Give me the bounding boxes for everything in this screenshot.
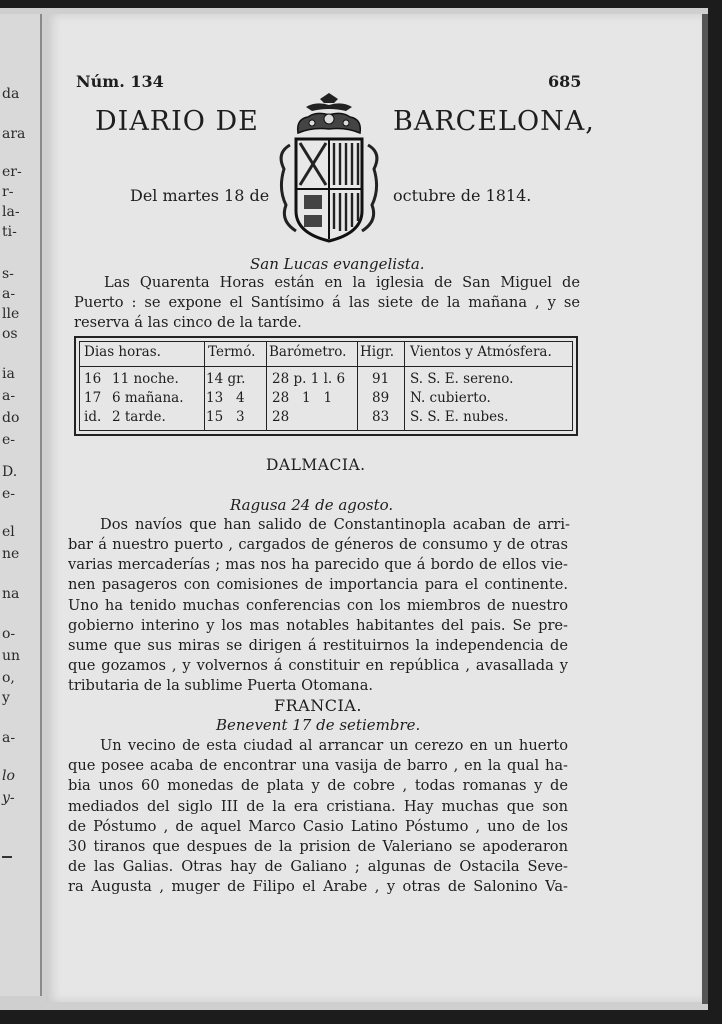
- article-line: ra Augusta , muger de Filipo el Arabe , y otras de Salonino Va-: [68, 878, 568, 895]
- margin-rule: [2, 856, 12, 858]
- margin-fragment: s-: [2, 266, 14, 282]
- article-line: Dos navíos que han salido de Constantinopla acaban de arri-: [100, 516, 570, 533]
- margin-fragment: a-: [2, 286, 16, 302]
- table-header: Dias horas.: [84, 344, 161, 360]
- table-cell: 13 4: [206, 390, 245, 406]
- page-number: 685: [548, 72, 582, 91]
- section-heading-francia: FRANCIA.: [274, 696, 362, 715]
- table-cell: 91: [372, 371, 390, 387]
- article-line: bar á nuestro puerto , cargados de géneros de consumo y de otras: [68, 536, 568, 553]
- margin-fragment: a-: [2, 388, 16, 404]
- table-cell: 14 gr.: [206, 371, 246, 387]
- issue-number: Núm. 134: [76, 72, 164, 91]
- table-cell: 17: [84, 390, 102, 406]
- table-cell: 83: [372, 409, 390, 425]
- table-header: Termó.: [208, 344, 256, 360]
- margin-fragment: os: [2, 326, 18, 342]
- margin-fragment: D.: [2, 464, 18, 480]
- article-line: mediados del siglo III de la era cristiana. Hay muchas que son: [68, 798, 568, 815]
- margin-fragment: e-: [2, 486, 16, 502]
- page-edge: [702, 14, 708, 1004]
- left-page-margin: [0, 14, 42, 996]
- table-cell: 15 3: [206, 409, 245, 425]
- date-right: octubre de 1814.: [393, 186, 532, 205]
- table-cell: 11 noche.: [112, 371, 179, 387]
- margin-fragment: e-: [2, 432, 16, 448]
- table-cell: 6 mañana.: [112, 390, 184, 406]
- article-line: varias mercaderías ; mas nos ha parecido que á bordo de ellos vie-: [68, 556, 568, 573]
- margin-fragment: ti-: [2, 224, 17, 240]
- article-line: que gozamos , y volvernos á constituir en república , avasallada y: [68, 657, 568, 674]
- margin-fragment: ia: [2, 366, 15, 382]
- table-header: Vientos y Atmósfera.: [410, 344, 552, 360]
- article-line: 30 tiranos que despues de la prision de Valeriano se apoderaron: [68, 838, 568, 855]
- article-line: de las Galias. Otras hay de Galiano ; algunas de Ostacila Seve-: [68, 858, 568, 875]
- dateline-benevent: Benevent 17 de setiembre.: [216, 716, 421, 734]
- margin-fragment: la-: [2, 204, 20, 220]
- table-cell: 2 tarde.: [112, 409, 166, 425]
- margin-fragment: ne: [2, 546, 20, 562]
- table-cell: 28: [272, 409, 290, 425]
- margin-fragment: na: [2, 586, 20, 602]
- table-header: Barómetro.: [269, 344, 347, 360]
- table-cell: N. cubierto.: [410, 390, 491, 406]
- article-line: de Póstumo , de aquel Marco Casio Latino Póstumo , uno de los: [68, 818, 568, 835]
- weather-table: [74, 336, 578, 436]
- table-cell: id.: [84, 409, 102, 425]
- margin-fragment: a-: [2, 730, 16, 746]
- table-cell: S. S. E. nubes.: [410, 409, 509, 425]
- table-cell: 89: [372, 390, 390, 406]
- table-cell: 28 p. 1 l. 6: [272, 371, 346, 387]
- table-cell: 28 1 1: [272, 390, 333, 406]
- table-header: Higr.: [360, 344, 394, 360]
- article-line: que posee acaba de encontrar una vasija de barro , en la qual ha-: [68, 757, 568, 774]
- margin-fragment: do: [2, 410, 20, 426]
- masthead-right: BARCELONA,: [393, 106, 595, 137]
- margin-fragment: o,: [2, 670, 15, 686]
- margin-fragment: o-: [2, 626, 16, 642]
- margin-fragment: y: [2, 690, 10, 706]
- margin-fragment: lle: [2, 306, 20, 322]
- margin-fragment: ara: [2, 126, 26, 142]
- masthead-left: DIARIO DE: [95, 106, 259, 137]
- article-line: tributaria de la sublime Puerta Otomana.: [68, 677, 374, 694]
- section-heading-dalmacia: DALMACIA.: [266, 456, 366, 474]
- article-line: Un vecino de esta ciudad al arrancar un cerezo en un huerto: [100, 737, 568, 754]
- margin-fragment: er-: [2, 164, 22, 180]
- article-line: sume que sus miras se dirigen á restituirnos la independencia de: [68, 637, 568, 654]
- margin-fragment: un: [2, 648, 21, 664]
- quarenta-line: Las Quarenta Horas están en la iglesia de San Miguel de: [104, 274, 580, 291]
- margin-fragment: el: [2, 524, 15, 540]
- saint-of-day: San Lucas evangelista.: [250, 255, 425, 273]
- quarenta-line: Puerto : se expone el Santísimo á las siete de la mañana , y se: [74, 294, 580, 311]
- margin-fragment: y-: [2, 790, 15, 806]
- article-line: bia unos 60 monedas de plata y de cobre , todas romanas y de: [68, 777, 568, 794]
- coat-of-arms-icon: [276, 93, 382, 245]
- margin-fragment: r-: [2, 184, 14, 200]
- article-line: nen pasageros con comisiones de importancia para el continente.: [68, 576, 568, 593]
- margin-fragment: da: [2, 86, 20, 102]
- table-cell: 16: [84, 371, 102, 387]
- quarenta-line: reserva á las cinco de la tarde.: [74, 314, 302, 331]
- table-cell: S. S. E. sereno.: [410, 371, 514, 387]
- article-line: Uno ha tenido muchas conferencias con los miembros de nuestro: [68, 597, 568, 614]
- article-line: gobierno interino y los mas notables habitantes del pais. Se pre-: [68, 617, 568, 634]
- dateline-ragusa: Ragusa 24 de agosto.: [230, 496, 394, 514]
- margin-fragment: lo: [2, 768, 15, 784]
- date-left: Del martes 18 de: [130, 186, 270, 205]
